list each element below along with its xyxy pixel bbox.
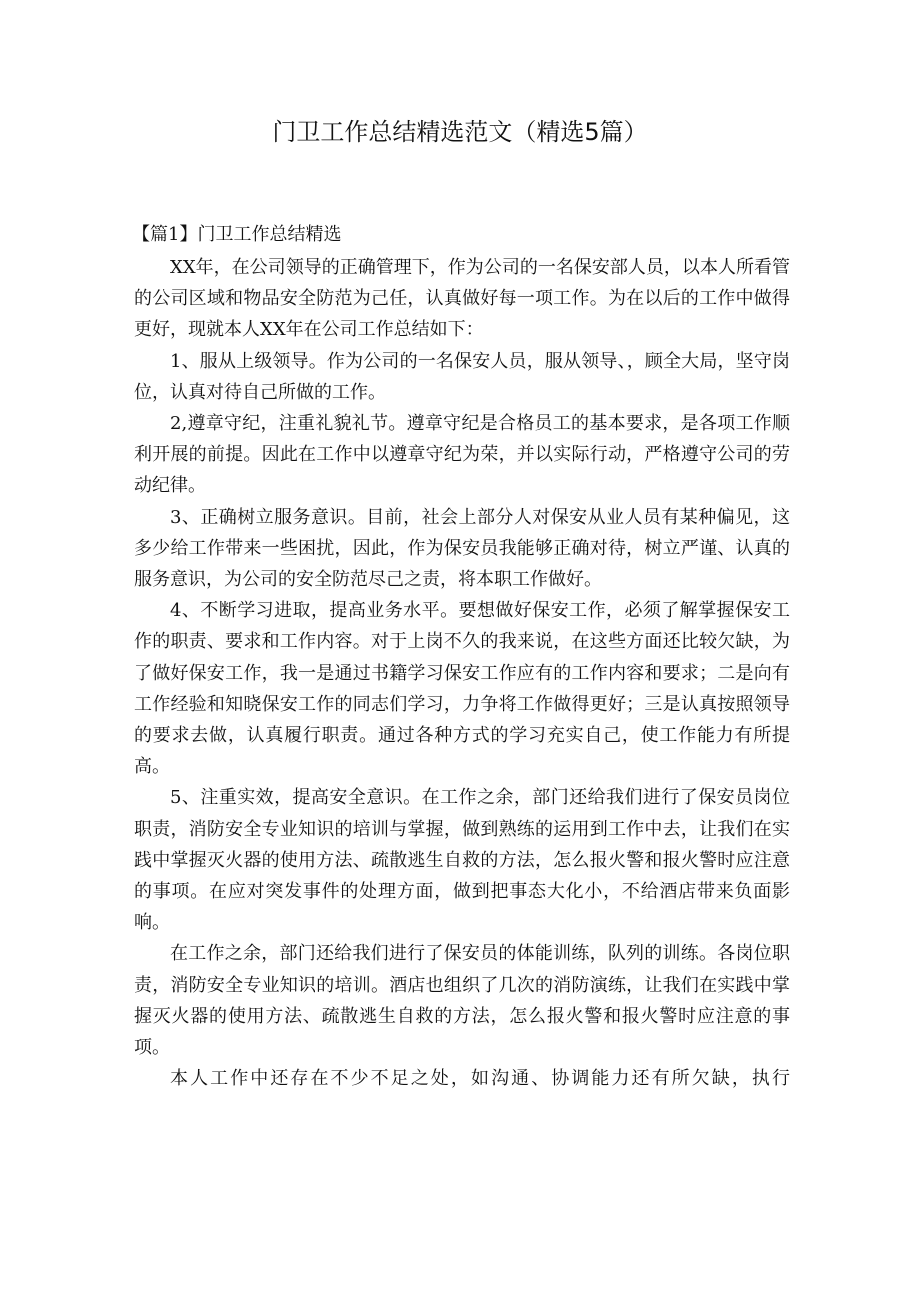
paragraph: 1、服从上级领导。作为公司的一名保安人员，服从领导、，顾全大局，坚守岗位，认真对待自己所做的工作。 bbox=[134, 350, 790, 403]
paragraph: 5、注重实效，提高安全意识。在工作之余，部门还给我们进行了保安员岗位职责，消防安全专业知识的培训与掌握，做到熟练的运用到工作中去，让我们在实践中掌握灭火器的使用方法、疏散逃生自救的方法，怎么报火警和报火警时应注意的事项。在应对突发事件的处理方面，做到把事态大化小，不给酒店带来负面影响。 bbox=[134, 787, 790, 934]
paragraph: 4、不断学习进取，提高业务水平。要想做好保安工作，必须了解掌握保安工作的职责、要求和工作内容。对于上岗不久的我来说，在这些方面还比较欠缺，为了做好保安工作，我一是通过书籍学习保安工作应有的工作内容和要求；二是向有工作经验和知晓保安工作的同志们学习，力争将工作做得更好；三是认真按照领导的要求去做，认真履行职责。通过各种方式的学习充实自己，使工作能力有所提高。 bbox=[134, 600, 790, 778]
paragraph: 3、正确树立服务意识。目前，社会上部分人对保安从业人员有某种偏见，这多少给工作带来一些困扰，因此，作为保安员我能够正确对待，树立严谨、认真的服务意识，为公司的安全防范尽己之责，将本职工作做好。 bbox=[134, 506, 790, 591]
paragraph: 在工作之余，部门还给我们进行了保安员的体能训练，队列的训练。各岗位职责，消防安全专业知识的培训。酒店也组织了几次的消防演练，让我们在实践中掌握灭火器的使用方法、疏散逃生自救的方法，怎么报火警和报火警时应注意的事项。 bbox=[134, 943, 790, 1059]
paragraph: XX年，在公司领导的正确管理下，作为公司的一名保安部人员，以本人所看管的公司区域和物品安全防范为己任，认真做好每一项工作。为在以后的工作中做得更好，现就本人XX年在公司工作总结如下： bbox=[134, 257, 790, 341]
paragraph: 本人工作中还存在不少不足之处，如沟通、协调能力还有所欠缺，执行 bbox=[170, 1068, 790, 1090]
document-body bbox=[134, 252, 790, 1094]
document-title: 门卫工作总结精选范文（精选5篇） bbox=[272, 118, 648, 146]
paragraph: 2,遵章守纪，注重礼貌礼节。遵章守纪是合格员工的基本要求，是各项工作顺利开展的前提。因此在工作中以遵章守纪为荣，并以实际行动，严格遵守公司的劳动纪律。 bbox=[134, 413, 790, 497]
section-heading: 【篇1】门卫工作总结精选 bbox=[132, 224, 342, 245]
